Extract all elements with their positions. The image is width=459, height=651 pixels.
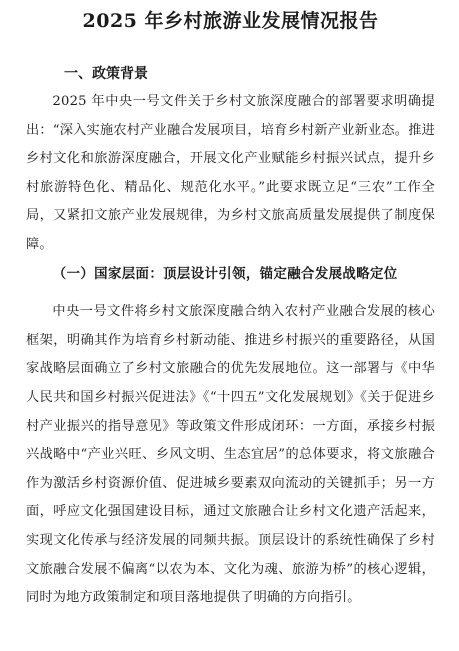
- subsection-heading-national-level: （一）国家层面：顶层设计引领，锚定融合发展战略定位: [52, 265, 398, 282]
- section-intro-paragraph: 2025 年中央一号文件关于乡村文旅深度融合的部署要求明确提出：“深入实施农村产业融合发展项目，培育乡村新产业新业态。推进乡村文化和旅游深度融合，开展文化产业赋能乡村振兴试点，提升乡村旅游特色化、精品化、规范化水平。”此要求既立足“三农”工作全局，又紧扣文旅产业发展规律，为乡村文旅高质量发展提供了制度保障。: [26, 94, 435, 252]
- subsection-body-paragraph: 中央一号文件将乡村文旅深度融合纳入农村产业融合发展的核心框架，明确其作为培育乡村新动能、推进乡村振兴的重要路径，从国家战略层面确立了乡村文旅融合的优先发展地位。这一部署与《中华人民共和国乡村振兴促进法》《“十四五”文化发展规划》《关于促进乡村产业振兴的指导意见》等政策文件形成闭环：一方面，承接乡村振兴战略中“产业兴旺、乡风文明、生态宜居”的总体要求，将文旅融合作为激活乡村资源价值、促进城乡要素双向流动的关键抓手；另一方面，呼应文化强国建设目标，通过文旅融合让乡村文化遗产活起来，实现文化传承与经济发展的同频共振。顶层设计的系统性确保了乡村文旅融合发展不偏离“以农为本、文化为魂、旅游为桥”的核心逻辑，同时为地方政策制定和项目落地提供了明确的方向指引。: [26, 304, 435, 606]
- report-title: 2025 年乡村旅游业发展情况报告: [82, 10, 379, 32]
- section-heading-policy-background: 一、政策背景: [64, 66, 148, 82]
